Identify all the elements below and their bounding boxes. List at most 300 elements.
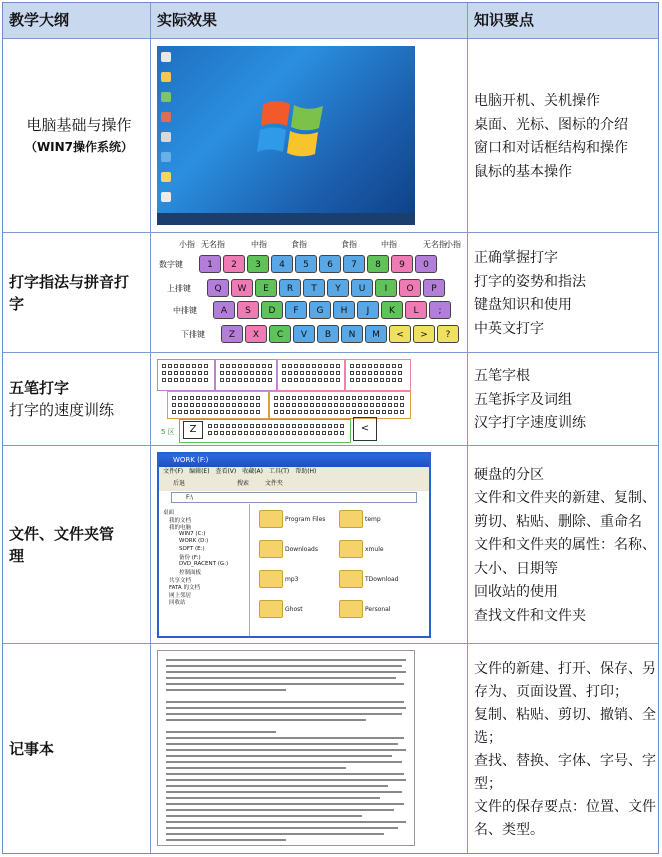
keyboard-key: > xyxy=(413,325,435,343)
keyboard-key: I xyxy=(375,279,397,297)
radical-glyph xyxy=(208,403,212,407)
tree-item[interactable]: 我的电脑 xyxy=(169,525,192,531)
radical-glyph xyxy=(346,396,350,400)
point-item: 文件的保存要点：位置、文件 xyxy=(474,799,656,815)
effect-cell xyxy=(150,39,466,232)
finger-label: 食指 xyxy=(341,240,357,249)
radical-glyph xyxy=(262,378,266,382)
radical-glyph xyxy=(400,403,404,407)
effect-cell xyxy=(150,644,466,853)
keyboard-key: Q xyxy=(207,279,229,297)
radical-glyph xyxy=(310,424,314,428)
folder-label: Personal xyxy=(365,606,391,613)
radical-glyph xyxy=(350,371,354,375)
wubi-zone-label: 5 区 xyxy=(161,428,175,436)
radical-glyph xyxy=(356,378,360,382)
radical-glyph xyxy=(186,371,190,375)
radical-glyph xyxy=(392,378,396,382)
radical-glyph xyxy=(274,424,278,428)
radical-glyph xyxy=(334,424,338,428)
effect-cell xyxy=(150,353,466,445)
radical-glyph xyxy=(162,371,166,375)
text-line xyxy=(166,815,362,817)
table-row xyxy=(3,445,658,643)
radical-glyph xyxy=(374,364,378,368)
radical-glyph xyxy=(226,431,230,435)
explorer-toolbar xyxy=(159,477,429,491)
text-line xyxy=(166,665,402,667)
radical-glyph xyxy=(286,431,290,435)
radical-glyph xyxy=(214,410,218,414)
radical-glyph xyxy=(294,371,298,375)
radical-glyph xyxy=(310,410,314,414)
point-item: 硬盘的分区 xyxy=(474,466,544,483)
radical-glyph xyxy=(190,410,194,414)
table-row xyxy=(3,38,658,232)
effect-cell xyxy=(150,233,466,352)
folder-label: temp xyxy=(365,516,381,523)
search-button[interactable]: 搜索 xyxy=(236,480,249,487)
radical-glyph xyxy=(256,364,260,368)
radical-glyph xyxy=(274,396,278,400)
keyboard-key: < xyxy=(389,325,411,343)
radical-glyph xyxy=(220,364,224,368)
desktop-icon xyxy=(161,92,171,102)
folder-label: TDownload xyxy=(365,576,399,583)
radical-glyph xyxy=(322,424,326,428)
radical-glyph xyxy=(300,378,304,382)
radical-glyph xyxy=(312,371,316,375)
radical-glyph xyxy=(336,364,340,368)
finger-label: 中指 xyxy=(251,240,267,249)
tree-item[interactable]: WORK (D:) xyxy=(179,538,209,544)
folder-icon[interactable] xyxy=(259,600,283,618)
radical-glyph xyxy=(172,403,176,407)
radical-glyph xyxy=(388,396,392,400)
radical-glyph xyxy=(358,403,362,407)
point-item: 复制、粘贴、剪切、撤销、全 xyxy=(474,707,656,723)
folder-icon[interactable] xyxy=(339,600,363,618)
radical-glyph xyxy=(388,403,392,407)
keyboard-key: 9 xyxy=(391,255,413,273)
radical-glyph xyxy=(398,364,402,368)
menu-edit[interactable]: 编辑(E) xyxy=(189,468,210,475)
radical-glyph xyxy=(180,364,184,368)
radical-glyph xyxy=(214,403,218,407)
radical-glyph xyxy=(262,424,266,428)
radical-glyph xyxy=(362,364,366,368)
keyboard-key: F xyxy=(285,301,307,319)
keyboard-key: ; xyxy=(429,301,451,319)
text-line xyxy=(166,767,346,769)
folder-icon[interactable] xyxy=(339,510,363,528)
keyboard-key: U xyxy=(351,279,373,297)
taskbar xyxy=(157,213,415,225)
radical-glyph xyxy=(300,364,304,368)
tree-item[interactable]: 网上邻居 xyxy=(169,592,192,599)
radical-glyph xyxy=(400,396,404,400)
radical-glyph xyxy=(306,371,310,375)
radical-glyph xyxy=(220,424,224,428)
radical-glyph xyxy=(304,431,308,435)
point-item: 回收站的使用 xyxy=(474,584,558,601)
point-item: 文件和文件夹的属性：名称、 xyxy=(474,537,656,554)
radical-glyph xyxy=(292,424,296,428)
radical-glyph xyxy=(262,364,266,368)
radical-glyph xyxy=(250,364,254,368)
radical-glyph xyxy=(304,396,308,400)
keyboard-key: C xyxy=(269,325,291,343)
point-item: 中英文打字 xyxy=(474,320,544,337)
keyboard-key: J xyxy=(357,301,379,319)
radical-glyph xyxy=(324,364,328,368)
radical-glyph xyxy=(376,410,380,414)
radical-glyph xyxy=(168,364,172,368)
radical-glyph xyxy=(238,431,242,435)
radical-glyph xyxy=(328,410,332,414)
radical-glyph xyxy=(306,364,310,368)
keyboard-key: Y xyxy=(327,279,349,297)
radical-glyph xyxy=(310,396,314,400)
radical-glyph xyxy=(306,378,310,382)
radical-glyph xyxy=(300,371,304,375)
radical-glyph xyxy=(180,371,184,375)
radical-glyph xyxy=(352,396,356,400)
radical-glyph xyxy=(362,378,366,382)
keyboard-key: 7 xyxy=(343,255,365,273)
tree-item[interactable]: 控制面板 xyxy=(179,570,202,576)
desktop-icon xyxy=(161,132,171,142)
keyboard-key: M xyxy=(365,325,387,343)
radical-glyph xyxy=(268,424,272,428)
radical-glyph xyxy=(298,410,302,414)
radical-glyph xyxy=(262,431,266,435)
radical-glyph xyxy=(162,378,166,382)
radical-glyph xyxy=(232,378,236,382)
radical-glyph xyxy=(298,403,302,407)
radical-glyph xyxy=(256,371,260,375)
keyboard-key: P xyxy=(423,279,445,297)
keyboard-key: 3 xyxy=(247,255,269,273)
folders-button[interactable]: 文件夹 xyxy=(264,480,283,487)
radical-glyph xyxy=(312,378,316,382)
explorer-menubar xyxy=(159,467,429,477)
radical-glyph xyxy=(198,378,202,382)
keyboard-key: D xyxy=(261,301,283,319)
radical-glyph xyxy=(250,431,254,435)
radical-glyph xyxy=(370,396,374,400)
radical-glyph xyxy=(400,410,404,414)
keyboard-key: 4 xyxy=(271,255,293,273)
radical-glyph xyxy=(232,364,236,368)
radical-glyph xyxy=(168,371,172,375)
radical-glyph xyxy=(340,410,344,414)
radical-glyph xyxy=(274,403,278,407)
radical-glyph xyxy=(238,403,242,407)
explorer-title: WORK (F:) xyxy=(159,454,429,467)
keyboard-key: 5 xyxy=(295,255,317,273)
radical-glyph xyxy=(394,403,398,407)
text-line xyxy=(166,737,404,739)
table-header-row xyxy=(3,3,658,38)
keyboard-key: V xyxy=(293,325,315,343)
radical-glyph xyxy=(220,371,224,375)
folder-icon[interactable] xyxy=(339,570,363,588)
radical-glyph xyxy=(292,431,296,435)
radical-glyph xyxy=(244,431,248,435)
finger-label: 中指 xyxy=(381,240,397,249)
radical-glyph xyxy=(190,403,194,407)
menu-file[interactable]: 文件(F) xyxy=(163,468,184,475)
radical-glyph xyxy=(238,378,242,382)
radical-glyph xyxy=(386,378,390,382)
radical-glyph xyxy=(268,431,272,435)
radical-glyph xyxy=(364,403,368,407)
header-points: 知识要点 xyxy=(467,3,658,38)
menu-favorites[interactable]: 收藏(A) xyxy=(242,468,263,475)
point-item: 汉字打字速度训练 xyxy=(474,415,586,432)
radical-glyph xyxy=(202,403,206,407)
radical-glyph xyxy=(376,396,380,400)
folder-icon[interactable] xyxy=(259,540,283,558)
keyboard-key: E xyxy=(255,279,277,297)
radical-glyph xyxy=(184,403,188,407)
radical-glyph xyxy=(386,364,390,368)
radical-glyph xyxy=(346,403,350,407)
keyboard-key: 1 xyxy=(199,255,221,273)
radical-glyph xyxy=(238,371,242,375)
text-line xyxy=(166,803,404,805)
radical-glyph xyxy=(324,378,328,382)
outline-title: 文件、文件夹管 xyxy=(9,524,115,543)
tree-item[interactable]: FATA 的文档 xyxy=(169,585,200,591)
text-line xyxy=(166,821,406,823)
win7-desktop-screenshot xyxy=(157,46,415,225)
radical-glyph xyxy=(316,424,320,428)
radical-glyph xyxy=(356,364,360,368)
tree-item[interactable]: SOFT (E:) xyxy=(179,545,205,552)
radical-glyph xyxy=(208,396,212,400)
radical-glyph xyxy=(220,403,224,407)
radical-glyph xyxy=(226,403,230,407)
radical-glyph xyxy=(336,371,340,375)
radical-glyph xyxy=(340,396,344,400)
radical-glyph xyxy=(292,410,296,414)
radical-glyph xyxy=(184,396,188,400)
points-cell xyxy=(467,353,658,445)
radical-glyph xyxy=(250,371,254,375)
radical-glyph xyxy=(362,371,366,375)
tree-item[interactable]: 备份 (F:) xyxy=(179,555,201,561)
radical-glyph xyxy=(316,403,320,407)
folder-icon[interactable] xyxy=(339,540,363,558)
points-cell xyxy=(467,644,658,853)
radical-glyph xyxy=(340,424,344,428)
header-outline: 教学大纲 xyxy=(9,11,70,29)
radical-glyph xyxy=(282,371,286,375)
folder-label: xmule xyxy=(365,546,384,553)
radical-glyph xyxy=(232,424,236,428)
folder-icon[interactable] xyxy=(259,570,283,588)
keyboard-key: B xyxy=(317,325,339,343)
tree-item[interactable]: 回收站 xyxy=(169,600,186,606)
radical-glyph xyxy=(340,431,344,435)
radical-glyph xyxy=(298,396,302,400)
radical-glyph xyxy=(226,424,230,428)
tree-item[interactable]: DVD_RACENT (G:) xyxy=(179,560,229,567)
radical-glyph xyxy=(340,403,344,407)
desktop-icon xyxy=(161,112,171,122)
explorer-window-screenshot xyxy=(157,452,431,638)
point-item: 剪切、粘贴、删除、重命名 xyxy=(474,513,642,530)
radical-glyph xyxy=(368,371,372,375)
radical-glyph xyxy=(286,424,290,428)
radical-glyph xyxy=(398,378,402,382)
point-item: 文件的新建、打开、保存、另 xyxy=(474,661,656,677)
keyboard-key: 6 xyxy=(319,255,341,273)
radical-glyph xyxy=(192,371,196,375)
radical-glyph xyxy=(382,403,386,407)
radical-glyph xyxy=(232,410,236,414)
text-line xyxy=(166,773,404,775)
text-line xyxy=(166,719,366,721)
points-cell xyxy=(467,446,658,643)
finger-label: 食指 xyxy=(291,240,307,249)
desktop-icon xyxy=(161,52,171,62)
table-row xyxy=(3,232,658,352)
radical-glyph xyxy=(232,396,236,400)
radical-glyph xyxy=(232,403,236,407)
radical-glyph xyxy=(382,410,386,414)
keyboard-key: X xyxy=(245,325,267,343)
radical-glyph xyxy=(250,424,254,428)
back-button[interactable]: 后退 xyxy=(173,480,186,487)
tree-item[interactable]: 桌面 xyxy=(163,510,175,516)
text-line xyxy=(166,659,406,661)
point-item: 查找文件和文件夹 xyxy=(474,607,586,624)
radical-glyph xyxy=(198,371,202,375)
point-item: 键盘知识和使用 xyxy=(474,297,572,313)
radical-glyph xyxy=(352,403,356,407)
keyboard-key: T xyxy=(303,279,325,297)
outline-subtitle: 打字的速度训练 xyxy=(9,401,115,419)
radical-glyph xyxy=(256,378,260,382)
header-effect: 实际效果 xyxy=(150,3,466,38)
text-line xyxy=(166,797,380,799)
menu-view[interactable]: 查看(V) xyxy=(215,468,237,475)
points-cell xyxy=(467,233,658,352)
keyboard-key: W xyxy=(231,279,253,297)
radical-glyph xyxy=(286,403,290,407)
radical-glyph xyxy=(310,431,314,435)
radical-glyph xyxy=(304,424,308,428)
outline-cell xyxy=(3,446,149,643)
menu-tools[interactable]: 工具(T) xyxy=(268,468,290,475)
outline-cell xyxy=(3,233,149,352)
radical-glyph xyxy=(298,424,302,428)
radical-glyph xyxy=(226,378,230,382)
radical-glyph xyxy=(304,410,308,414)
text-line xyxy=(166,731,276,733)
radical-glyph xyxy=(394,410,398,414)
folder-label: mp3 xyxy=(285,576,299,583)
radical-glyph xyxy=(220,396,224,400)
text-line xyxy=(166,689,286,691)
radical-glyph xyxy=(274,410,278,414)
folder-tree xyxy=(159,504,250,636)
keyboard-key: S xyxy=(237,301,259,319)
radical-glyph xyxy=(330,378,334,382)
text-line xyxy=(166,761,402,763)
radical-glyph xyxy=(190,396,194,400)
wubi-key-lt: < xyxy=(353,417,377,441)
radical-glyph xyxy=(358,410,362,414)
radical-glyph xyxy=(380,364,384,368)
radical-glyph xyxy=(288,371,292,375)
finger-label: 无名指 xyxy=(423,240,447,249)
radical-glyph xyxy=(178,396,182,400)
radical-glyph xyxy=(172,396,176,400)
radical-glyph xyxy=(186,364,190,368)
menu-help[interactable]: 帮助(H) xyxy=(295,468,317,475)
syllabus-table xyxy=(2,2,659,854)
radical-glyph xyxy=(244,371,248,375)
folder-icon[interactable] xyxy=(259,510,283,528)
radical-glyph xyxy=(288,364,292,368)
radical-glyph xyxy=(174,364,178,368)
radical-glyph xyxy=(328,431,332,435)
radical-glyph xyxy=(180,378,184,382)
radical-glyph xyxy=(196,403,200,407)
point-item: 名、类型。 xyxy=(474,822,544,838)
address-bar[interactable]: F:\ xyxy=(171,492,417,503)
radical-glyph xyxy=(304,403,308,407)
point-item: 窗口和对话框结构和操作 xyxy=(474,140,628,156)
keyboard-key: N xyxy=(341,325,363,343)
radical-glyph xyxy=(214,431,218,435)
radical-glyph xyxy=(268,378,272,382)
radical-glyph xyxy=(256,396,260,400)
radical-glyph xyxy=(162,364,166,368)
keyboard-key: O xyxy=(399,279,421,297)
radical-glyph xyxy=(392,371,396,375)
radical-glyph xyxy=(208,431,212,435)
radical-glyph xyxy=(292,403,296,407)
desktop-icon xyxy=(161,172,171,182)
radical-glyph xyxy=(192,378,196,382)
folder-label: Ghost xyxy=(285,606,303,613)
radical-glyph xyxy=(220,410,224,414)
radical-glyph xyxy=(316,410,320,414)
radical-glyph xyxy=(244,410,248,414)
text-line xyxy=(166,743,398,745)
keyboard-key: 8 xyxy=(367,255,389,273)
tree-item[interactable]: 我的文档 xyxy=(169,517,192,524)
radical-glyph xyxy=(358,396,362,400)
point-item: 选； xyxy=(474,730,502,746)
keyboard-key: G xyxy=(309,301,331,319)
radical-glyph xyxy=(334,410,338,414)
tree-item[interactable]: 共享文档 xyxy=(169,577,192,584)
keyboard-key: ? xyxy=(437,325,459,343)
keyboard-key: 0 xyxy=(415,255,437,273)
radical-glyph xyxy=(350,378,354,382)
tree-item[interactable]: WIN7 (C:) xyxy=(179,530,206,537)
text-line xyxy=(166,833,384,835)
radical-glyph xyxy=(238,396,242,400)
radical-glyph xyxy=(172,410,176,414)
radical-glyph xyxy=(244,378,248,382)
